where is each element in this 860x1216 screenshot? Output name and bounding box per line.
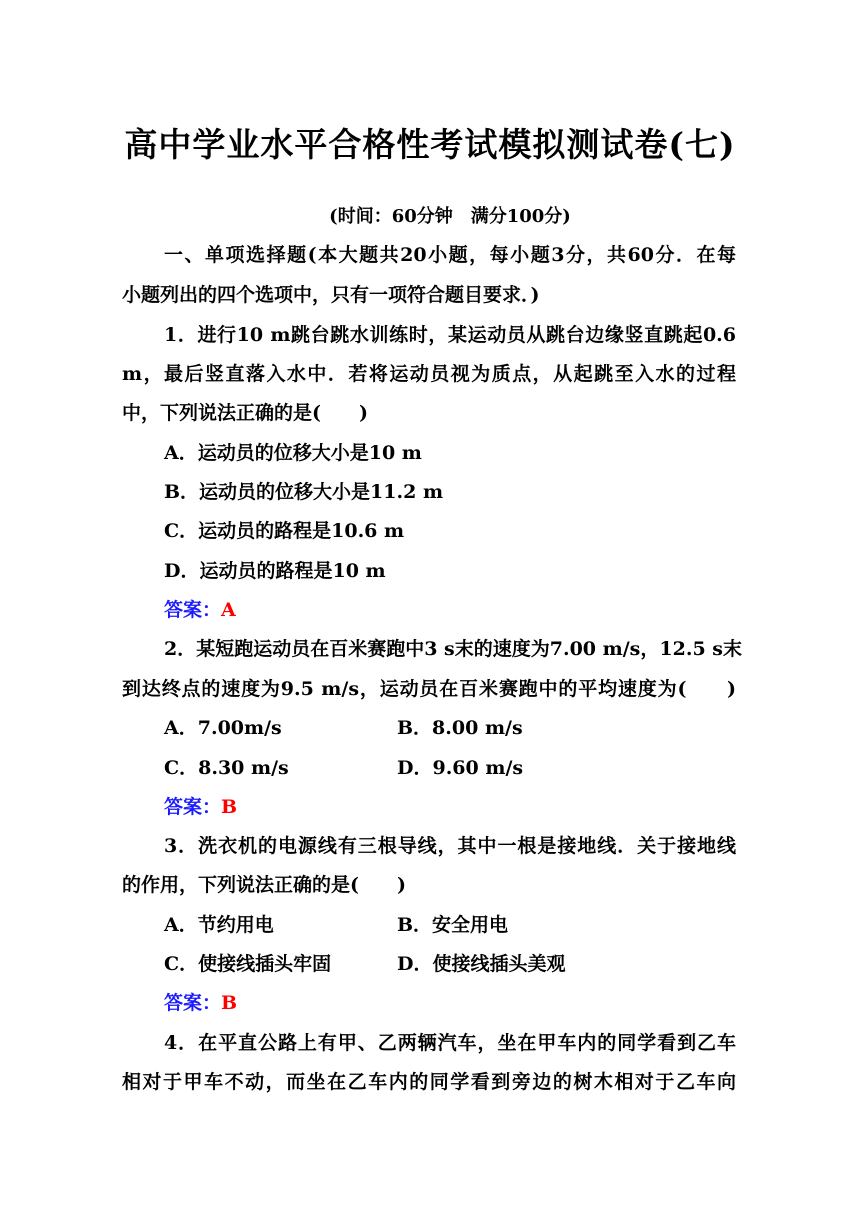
- q2-option-b: B．8.00 m/s: [397, 717, 523, 739]
- q3-answer-label: 答案：: [164, 992, 222, 1014]
- section-heading: 一、单项选择题: [164, 244, 308, 266]
- q3-stem-1: 3．洗衣机的电源线有三根导线，其中一根是接地线．关于接地线: [164, 835, 736, 857]
- q2-stem-1: 2．某短跑运动员在百米赛跑中3 s末的速度为7.00 m/s，12.5 s末: [164, 638, 742, 660]
- q1-stem-1: 1．进行10 m跳台跳水训练时，某运动员从跳台边缘竖直跳起0.6: [164, 324, 736, 346]
- page-title: 高中学业水平合格性考试模拟测试卷(七): [124, 125, 736, 164]
- q2-answer-label: 答案：: [164, 796, 222, 818]
- q3-option-c: C．使接线插头牢固: [164, 953, 332, 975]
- q4-stem-1: 4．在平直公路上有甲、乙两辆汽车，坐在甲车内的同学看到乙车: [164, 1032, 736, 1054]
- section-desc-2: 小题列出的四个选项中，只有一项符合题目要求．): [122, 284, 540, 306]
- q2-answer: [164, 792, 237, 822]
- section-desc-1: (本大题共20小题，每小题3分，共60分．在每: [307, 244, 736, 266]
- q3-answer-value: B: [221, 992, 238, 1014]
- q2-option-a: A．7.00m/s: [164, 717, 282, 739]
- section-heading-line: [164, 240, 736, 270]
- q4-stem-2: 相对于甲车不动，而坐在乙车内的同学看到旁边的树木相对于乙车向: [122, 1071, 736, 1093]
- q2-answer-value: B: [221, 796, 238, 818]
- q3-option-d: D．使接线插头美观: [397, 953, 566, 975]
- q1-answer-label: 答案：: [164, 599, 222, 621]
- q2-option-c: C．8.30 m/s: [164, 757, 289, 779]
- q1-answer: [164, 595, 236, 625]
- q2-stem-2: 到达终点的速度为9.5 m/s，运动员在百米赛跑中的平均速度为( ): [122, 678, 736, 700]
- q1-option-b: B．运动员的位移大小是11.2 m: [164, 481, 444, 503]
- q1-option-c: C．运动员的路程是10.6 m: [164, 520, 405, 542]
- q1-option-d: D．运动员的路程是10 m: [164, 560, 386, 582]
- q3-option-a: A．节约用电: [164, 914, 274, 936]
- q3-option-b: B．安全用电: [397, 914, 509, 936]
- q3-stem-2: 的作用，下列说法正确的是( ): [122, 874, 406, 896]
- q1-stem-3: 中，下列说法正确的是( ): [122, 402, 368, 424]
- q1-stem-2: m，最后竖直落入水中．若将运动员视为质点，从起跳至入水的过程: [122, 363, 736, 385]
- q1-answer-value: A: [221, 599, 236, 621]
- q2-option-d: D．9.60 m/s: [397, 757, 524, 779]
- exam-time-info: (时间：60分钟 满分100分): [329, 206, 571, 227]
- q3-answer: [164, 988, 237, 1018]
- q1-option-a: A．运动员的位移大小是10 m: [164, 442, 422, 464]
